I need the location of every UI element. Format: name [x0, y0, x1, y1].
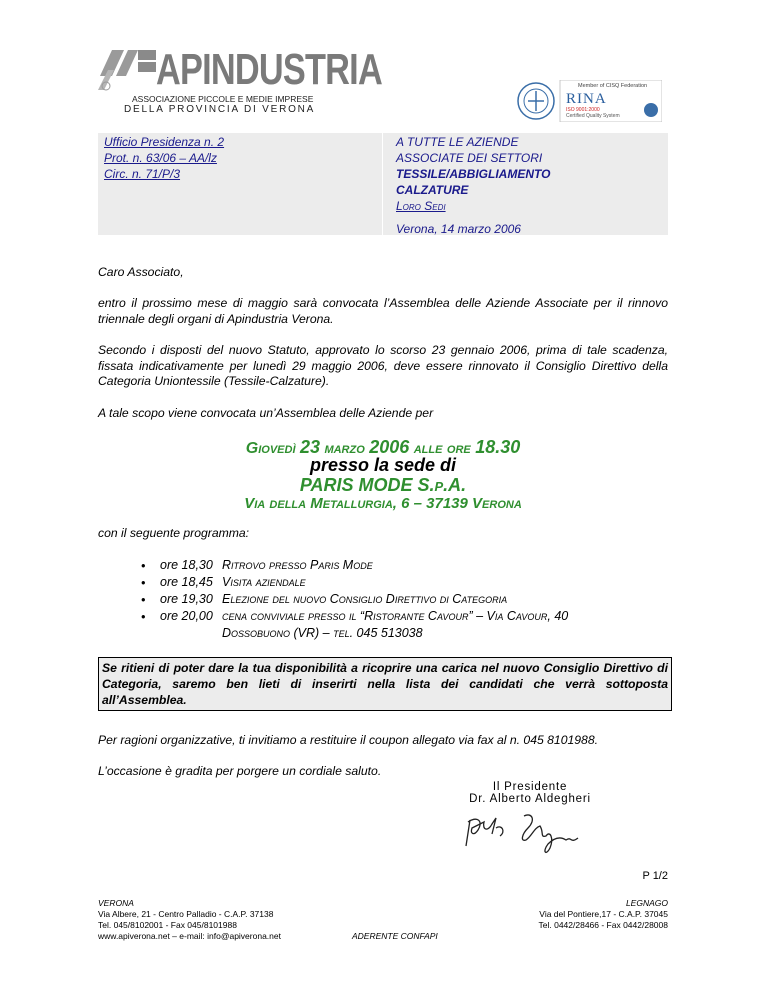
paragraph-1: entro il prossimo mese di maggio sarà convocata l’Assemblea delle Aziende Associate per il rinnovo triennale degli organi di Apindustria Verona.: [98, 296, 668, 326]
bullet-icon: •: [141, 610, 146, 624]
bullet-icon: •: [141, 593, 146, 607]
program-desc: cena conviviale presso il “Ristorante Cavour” – Via Cavour, 40: [222, 609, 569, 623]
program-time: ore 19,30: [160, 592, 213, 606]
protocol-line: Prot. n. 63/06 – AA/lz: [104, 151, 217, 165]
header-recipient-box: [383, 133, 668, 235]
program-intro: con il seguente programma:: [98, 526, 250, 540]
footer-verona-city: VERONA: [98, 898, 134, 908]
paragraph-2: Secondo i disposti del nuovo Statuto, approvato lo scorso 23 gennaio 2006, prima di tale scadenza, fissata indicativamente per lunedì 29 maggio 2006, deve essere rinnovato il Consiglio Direttivo della Categoria Uniontessile (Tessile-Calzature).: [98, 343, 668, 388]
program-time: ore 18,45: [160, 575, 213, 589]
program-desc: Elezione del nuovo Consiglio Direttivo di Categoria: [222, 592, 508, 606]
circular-line: Circ. n. 71/P/3: [104, 167, 181, 181]
event-month: marzo: [324, 440, 365, 457]
apindustria-mark-icon: [98, 46, 158, 94]
rina-certification: [516, 80, 662, 122]
signature-name: Dr. Alberto Aldegheri: [469, 793, 591, 805]
handwritten-signature-icon: [462, 808, 592, 858]
program-desc-cont: Dossobuono (VR) – tel. 045 513038: [222, 626, 423, 640]
greeting: Caro Associato,: [98, 265, 184, 279]
footer-legnago-city: LEGNAGO: [625, 898, 668, 908]
recipient-sector-2: CALZATURE: [396, 183, 469, 197]
program-desc: Ritrovo presso Paris Mode: [222, 558, 373, 572]
rina-iso-text: ISO 9001:2000: [566, 107, 600, 113]
signature-title: Il Presidente: [492, 781, 568, 793]
bullet-icon: •: [141, 559, 146, 573]
logo-subtitle-2: DELLA PROVINCIA DI VERONA: [124, 104, 316, 115]
recipient-sector-1: TESSILE/ABBIGLIAMENTO: [396, 167, 551, 181]
paragraph-3: A tale scopo viene convocata un’Assemblea delle Aziende per: [98, 406, 434, 420]
recipient-loro-sedi: Loro Sedi: [396, 199, 446, 213]
event-address: Via della Metallurgia, 6 – 37139 Verona: [244, 495, 522, 512]
program-desc: Visita aziendale: [222, 575, 306, 589]
signature-block: [460, 781, 600, 805]
rina-member-text: Member of CISQ Federation: [578, 83, 648, 89]
footer-verona-web: www.apiverona.net – e-mail: info@apiverona.net: [98, 931, 281, 941]
apindustria-logo: [98, 45, 382, 115]
letter-date: Verona, 14 marzo 2006: [396, 222, 521, 236]
footer-verona-address: Via Albere, 21 - Centro Palladio - C.A.P. 37138: [98, 909, 274, 919]
rina-cert-text: Certified Quality System: [566, 113, 620, 119]
event-year: 2006: [369, 437, 410, 457]
program-time: ore 20,00: [160, 609, 213, 623]
logo-subtitle-1: ASSOCIAZIONE PICCOLE E MEDIE IMPRESE: [132, 94, 314, 104]
event-company: PARIS MODE S.p.A.: [299, 475, 467, 495]
event-day: Giovedì: [245, 440, 296, 457]
footer-legnago: [539, 898, 669, 931]
footer-legnago-phone: Tel. 0442/28466 - Fax 0442/28008: [538, 920, 668, 930]
footer-legnago-address: Via del Pontiere,17 - C.A.P. 37045: [539, 909, 668, 919]
footer-verona: [98, 898, 281, 942]
office-line: Ufficio Presidenza n. 2: [104, 135, 225, 149]
closing-paragraph-1: Per ragioni organizzative, ti invitiamo a restituire il coupon allegato via fax al n. 045 8101988.: [98, 733, 598, 747]
bullet-icon: •: [141, 576, 146, 590]
event-place-intro: presso la sede di: [309, 455, 457, 475]
logo-brand: APINDUSTRIA: [156, 45, 382, 94]
program-time: ore 18,30: [160, 558, 213, 572]
closing-paragraph-2: L’occasione è gradita per porgere un cordiale saluto.: [98, 764, 382, 778]
header-reference-box: [98, 133, 382, 235]
rina-name: RINA: [566, 91, 607, 107]
recipient-line-1: A TUTTE LE AZIENDE: [396, 135, 519, 149]
candidacy-note: Se ritieni di poter dare la tua disponibilità a ricoprire una carica nel nuovo Consiglio Direttivo di Categoria, saremo ben lieti di inserirti nella lista dei candidati che verrà sottoposta all’Assemblea.: [98, 657, 672, 711]
recipient-line-2: ASSOCIATE DEI SETTORI: [396, 151, 543, 165]
footer-verona-phone: Tel. 045/8102001 - Fax 045/8101988: [98, 920, 237, 930]
event-date-number: 23: [299, 437, 320, 457]
footer-confapi: ADERENTE CONFAPI: [352, 931, 438, 941]
event-at-hour: alle ore: [413, 440, 471, 457]
event-time: 18.30: [475, 437, 521, 457]
page-number: P 1/2: [642, 870, 668, 882]
